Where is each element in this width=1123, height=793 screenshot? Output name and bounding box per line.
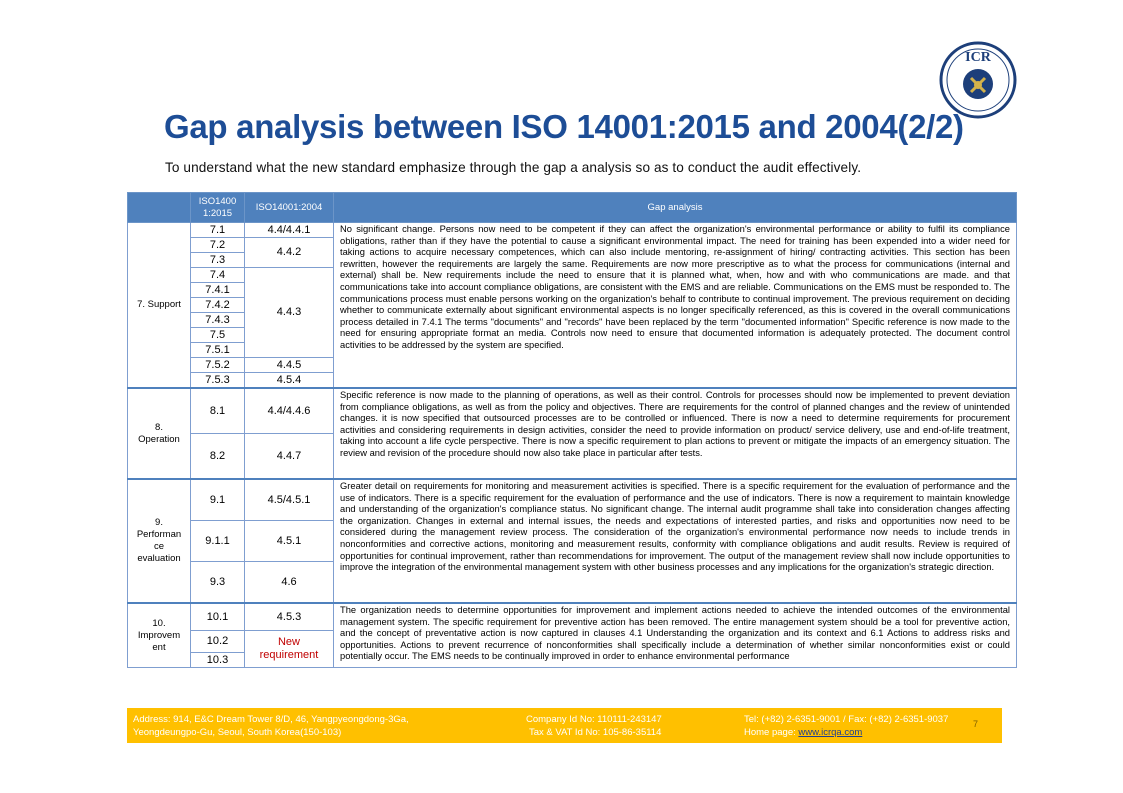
clause-2015: 7.2 bbox=[191, 238, 245, 253]
gap-text-improvement: The organization needs to determine opportunities for improvement and implement actions needed to achieve the intended outcomes of the environmental management system. The specific requirement for preventive action has been removed. The entire management system should be a tool for preventive action, and the concept of preventative action is now captured in clauses 4.1 Understanding the organization and its context and 6.1 Actions to address risks and opportunities. Actions to prevent recurrence of nonconformities shall specifically include a determination of whether similar nonconformities exist or could potentially occur. The EMS needs to be continually improved in order to enhance environmental performance bbox=[334, 603, 1017, 668]
clause-2015: 9.1.1 bbox=[191, 521, 245, 562]
footer-tax-id: Tax & VAT Id No: 105-86-35114 bbox=[529, 727, 662, 738]
clause-2004: 4.5.1 bbox=[245, 521, 334, 562]
footer-homepage bbox=[744, 726, 948, 739]
table-row bbox=[128, 479, 1017, 521]
section-support: 7. Support bbox=[128, 223, 191, 389]
gap-text-operation: Specific reference is now made to the planning of operations, as well as their control. Controls for processes should now be implemented to prevent deviation from compliance obligations, as well as from the policy and objectives. There are requirements for the control of planned changes and the review of unintended changes. it is now specified that outsourced processes are to be controlled or influenced. There is now a need to determine requirements for procurement activities and considering requirements in design activities, consider the need to provide information on product/ service delivery, use and end-of-life treatment, taking into account a life cycle perspective. There is now a specific requirement to plan actions to prevent or mitigate the impacts of an emergency situation. The review and revision of the procedure should now also take place in particular after tests. bbox=[334, 388, 1017, 479]
clause-2015: 8.1 bbox=[191, 388, 245, 434]
clause-2015: 7.1 bbox=[191, 223, 245, 238]
footer-address-line1: Address: 914, E&C Dream Tower 8/D, 46, Yangpyeongdong-3Ga, bbox=[133, 714, 409, 725]
header-iso2015-label: ISO1400 1:2015 bbox=[198, 195, 237, 219]
gap-text-performance: Greater detail on requirements for monitoring and measurement activities is specified. There is a specific requirement for the evaluation of performance and the use of indicators. There is a specific requirement for the evaluation of performance and the use of indicators. There is now a requirement to maintain knowledge and understanding of the organization's compliance status. No significant change. The internal audit programme shall take into consideration changes affecting the organization. Changes in external and internal issues, the needs and expectations of interested parties, and risks and opportunities now need to be considered during the management review process. The consideration of the organization's environmental performance now needs to include trends in nonconformities and corrective actions, monitoring and measurement results, conformity with compliance obligations and audit results. Review is required of opportunities for continual improvement, rather than recommendations for improvement. The output of the management review shall now include opportunities to improve the integration of the environmental management system with other business processes and any implications for the organization's strategic direction. bbox=[334, 479, 1017, 603]
footer-address-line2: Yeongdeungpo-Gu, Seoul, South Korea(150-103) bbox=[133, 727, 342, 738]
homepage-link[interactable]: www.icrqa.com bbox=[798, 727, 863, 738]
clause-2004: 4.6 bbox=[245, 562, 334, 604]
clause-2015: 7.4.1 bbox=[191, 283, 245, 298]
footer-company-id: Company Id No: 110111-243147 bbox=[526, 714, 662, 725]
section-improvement: 10. Improvem ent bbox=[128, 603, 191, 668]
footer-contact bbox=[744, 713, 948, 739]
clause-2015: 10.3 bbox=[191, 653, 245, 668]
clause-2015: 10.1 bbox=[191, 603, 245, 631]
header-iso2015 bbox=[191, 193, 245, 223]
clause-2015: 10.2 bbox=[191, 631, 245, 653]
clause-2004: 4.5.3 bbox=[245, 603, 334, 631]
footer-home-label: Home page: bbox=[744, 727, 799, 738]
logo-text: ICR bbox=[965, 50, 991, 65]
header-section bbox=[128, 193, 191, 223]
clause-2015: 7.4.2 bbox=[191, 298, 245, 313]
clause-2015: 7.5.2 bbox=[191, 358, 245, 373]
clause-2004: 4.4.7 bbox=[245, 434, 334, 480]
footer-bar bbox=[127, 708, 1002, 743]
clause-2015: 9.1 bbox=[191, 479, 245, 521]
table-header-row bbox=[128, 193, 1017, 223]
page-number: 7 bbox=[973, 719, 979, 729]
clause-2015: 7.5.1 bbox=[191, 343, 245, 358]
gap-text-support: No significant change. Persons now need to be competent if they can affect the organization's environmental performance or ability to fulfil its compliance obligations, rather than if they have the potential to cause a significant environmental impact. The need for training has been expended into a wider need for taking actions to acquire necessary competences, which can also include mentoring, re-assignment of hiring/ contracting activities. This section has been rewritten, however the requirements are largely the same. Requirements are now more prescriptive as to what the process for communications (internal and external) shall be. New requirements include the need to ensure that it is planned what, when, how and with who communications are made. and that communications take into account compliance obligations, are consistent with the EMS and are reliable. Communications on the EMS must be responded to. The communications process must enable persons working on the organization's behalf to contribute to continual improvement. The previous requirement on deciding whether to communicate externally about significant environmental aspects is no longer specifically referenced, as this is covered in the overall communications process detailed in 7.4.1 The terms "documents" and "records" have been replaced by the term "documented information" Specific reference is now made to the need for ensuring appropriate format an media. Controls now need to ensure that documented information is adequately protected. The document control activities to be addressed by the system are specified. bbox=[334, 223, 1017, 389]
clause-2015: 8.2 bbox=[191, 434, 245, 480]
clause-2015: 7.5.3 bbox=[191, 373, 245, 389]
footer-tel-fax: Tel: (+82) 2-6351-9001 / Fax: (+82) 2-6351-9037 bbox=[744, 714, 949, 725]
clause-2015: 7.4 bbox=[191, 268, 245, 283]
clause-2015: 7.3 bbox=[191, 253, 245, 268]
page-title: Gap analysis between ISO 14001:2015 and 2004(2/2) bbox=[164, 108, 964, 145]
table-row bbox=[128, 223, 1017, 238]
clause-2004: 4.4.5 bbox=[245, 358, 334, 373]
clause-2004: 4.4.3 bbox=[245, 268, 334, 358]
table-row bbox=[128, 388, 1017, 434]
clause-2015: 7.5 bbox=[191, 328, 245, 343]
clause-2004: 4.4/4.4.1 bbox=[245, 223, 334, 238]
clause-2004: 4.4/4.4.6 bbox=[245, 388, 334, 434]
gap-analysis-table bbox=[127, 192, 1017, 668]
section-performance: 9. Performan ce evaluation bbox=[128, 479, 191, 603]
clause-2004: 4.5/4.5.1 bbox=[245, 479, 334, 521]
clause-2004-new-requirement: New requirement bbox=[245, 631, 334, 668]
header-gap-analysis: Gap analysis bbox=[334, 193, 1017, 223]
section-operation: 8. Operation bbox=[128, 388, 191, 479]
footer-company-ids bbox=[526, 713, 662, 739]
table-row bbox=[128, 603, 1017, 631]
clause-2015: 7.4.3 bbox=[191, 313, 245, 328]
clause-2015: 9.3 bbox=[191, 562, 245, 604]
header-iso2004: ISO14001:2004 bbox=[245, 193, 334, 223]
clause-2004: 4.4.2 bbox=[245, 238, 334, 268]
page-subtitle: To understand what the new standard emphasize through the gap a analysis so as to conduct the audit effectively. bbox=[165, 160, 862, 175]
clause-2004: 4.5.4 bbox=[245, 373, 334, 389]
footer-address bbox=[133, 713, 409, 739]
